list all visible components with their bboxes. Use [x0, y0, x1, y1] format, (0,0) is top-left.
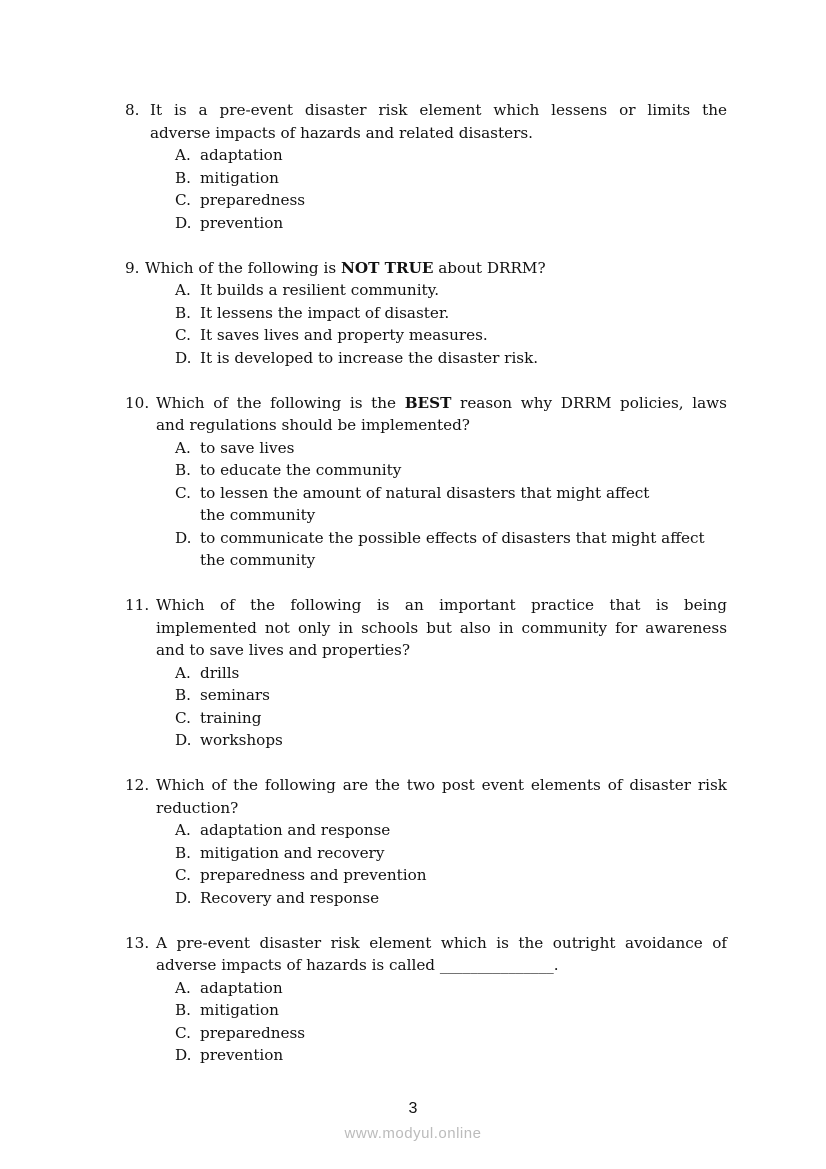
answer-option: [0, 887, 826, 910]
option-text: to educate the community: [200, 461, 402, 479]
option-letter: D.: [175, 888, 192, 907]
option-text: mitigation: [200, 168, 279, 187]
option-letter: A.: [175, 438, 191, 457]
question-text: [150, 122, 533, 145]
answer-option: [0, 279, 826, 302]
text-segment: Which of the following are the two post event elements of disaster risk: [156, 776, 727, 794]
question-number: 10.: [125, 393, 150, 412]
option-text: seminars: [200, 686, 270, 704]
text-segment: adverse impacts of hazards is called _______________.: [156, 956, 559, 974]
option-letter: D.: [175, 348, 192, 367]
answer-option: [0, 684, 826, 707]
answer-option: [0, 662, 826, 685]
page-number: 3: [408, 1100, 418, 1117]
question-item: [0, 257, 826, 370]
watermark: www.modyul.online: [344, 1125, 482, 1142]
option-text: drills: [200, 663, 240, 682]
option-letter: C.: [175, 1023, 191, 1042]
option-text: adaptation: [200, 146, 283, 164]
option-text: to lessen the amount of natural disasters that might affect: [200, 483, 650, 502]
question-list: [0, 99, 826, 1089]
answer-option: [0, 819, 826, 842]
text-segment: Which of the following is the: [156, 393, 405, 412]
question-line: [0, 257, 826, 280]
option-text: preparedness and prevention: [200, 866, 427, 884]
question-number: 12.: [125, 776, 150, 794]
option-letter: B.: [175, 843, 191, 862]
answer-option: [0, 549, 826, 572]
emphasis-text: NOT TRUE: [340, 258, 434, 277]
option-text: It lessens the impact of disaster.: [200, 303, 450, 322]
option-text: It is developed to increase the disaster risk.: [200, 348, 539, 367]
answer-option: [0, 144, 826, 167]
option-letter: B.: [175, 1001, 191, 1019]
option-text: prevention: [200, 213, 284, 232]
option-text: adaptation and response: [200, 821, 391, 839]
question-text: [156, 932, 727, 955]
question-text: [156, 639, 410, 662]
option-letter: D.: [175, 1046, 192, 1064]
question-text: [156, 617, 727, 640]
option-text: workshops: [200, 731, 283, 749]
answer-option: [0, 842, 826, 865]
option-letter: B.: [175, 303, 191, 322]
answer-option: [0, 1044, 826, 1067]
question-number: 9.: [125, 258, 140, 277]
answer-option: [0, 482, 826, 505]
option-text: Recovery and response: [200, 888, 380, 907]
question-text: [156, 774, 727, 797]
option-text: training: [200, 708, 262, 727]
option-letter: A.: [175, 281, 191, 299]
question-line: [0, 617, 826, 640]
option-letter: A.: [175, 821, 191, 839]
question-line: [0, 954, 826, 977]
question-item: [0, 774, 826, 909]
option-letter: A.: [175, 663, 191, 682]
option-letter: C.: [175, 708, 191, 727]
option-text: It builds a resilient community.: [200, 281, 440, 299]
option-letter: D.: [175, 731, 192, 749]
option-letter: D.: [175, 213, 192, 232]
option-letter: C.: [175, 866, 191, 884]
question-text: [156, 414, 470, 437]
question-text: [145, 257, 546, 280]
text-segment: A pre-event disaster risk element which is the outright avoidance of: [156, 933, 727, 952]
answer-option: [0, 212, 826, 235]
option-text: preparedness: [200, 1023, 306, 1042]
text-segment: reduction?: [156, 798, 239, 817]
question-item: [0, 932, 826, 1067]
option-letter: A.: [175, 146, 191, 164]
text-segment: and to save lives and properties?: [156, 641, 410, 659]
option-text: the community: [200, 506, 316, 524]
answer-option: [0, 707, 826, 730]
question-line: [0, 414, 826, 437]
answer-option: [0, 324, 826, 347]
option-letter: C.: [175, 191, 191, 209]
question-item: [0, 594, 826, 752]
option-text: mitigation: [200, 1001, 279, 1019]
option-letter: B.: [175, 686, 191, 704]
answer-option: [0, 1022, 826, 1045]
question-item: [0, 392, 826, 572]
answer-option: [0, 504, 826, 527]
option-text: It saves lives and property measures.: [200, 326, 488, 344]
question-text: [156, 594, 727, 617]
question-line: [0, 122, 826, 145]
answer-option: [0, 189, 826, 212]
text-segment: implemented not only in schools but also in community for awareness: [156, 618, 727, 637]
option-text: prevention: [200, 1046, 284, 1064]
text-segment: about DRRM?: [433, 258, 546, 277]
text-segment: adverse impacts of hazards and related disasters.: [150, 123, 533, 142]
text-segment: reason why DRRM policies, laws: [451, 393, 727, 412]
text-segment: Which of the following is: [145, 258, 341, 277]
question-line: [0, 639, 826, 662]
question-number: 11.: [125, 596, 150, 614]
question-line: [0, 594, 826, 617]
option-text: adaptation: [200, 978, 283, 997]
answer-option: [0, 864, 826, 887]
answer-option: [0, 437, 826, 460]
question-line: [0, 99, 826, 122]
emphasis-text: BEST: [404, 393, 452, 412]
question-line: [0, 797, 826, 820]
option-text: the community: [200, 551, 316, 569]
answer-option: [0, 999, 826, 1022]
option-letter: C.: [175, 483, 191, 502]
answer-option: [0, 302, 826, 325]
question-line: [0, 392, 826, 415]
answer-option: [0, 167, 826, 190]
option-text: preparedness: [200, 191, 306, 209]
text-segment: and regulations should be implemented?: [156, 416, 470, 434]
question-text: [156, 954, 559, 977]
option-letter: B.: [175, 461, 191, 479]
answer-option: [0, 527, 826, 550]
answer-option: [0, 347, 826, 370]
option-letter: C.: [175, 326, 191, 344]
option-letter: A.: [175, 978, 191, 997]
question-line: [0, 932, 826, 955]
option-text: to communicate the possible effects of disasters that might affect: [200, 528, 705, 547]
option-letter: D.: [175, 528, 192, 547]
answer-option: [0, 977, 826, 1000]
question-text: [156, 797, 238, 820]
text-segment: It is a pre-event disaster risk element which lessens or limits the: [150, 101, 727, 119]
question-number: 8.: [125, 101, 140, 119]
option-letter: B.: [175, 168, 191, 187]
question-item: [0, 99, 826, 234]
question-text: [156, 392, 727, 415]
text-segment: Which of the following is an important practice that is being: [156, 596, 727, 614]
answer-option: [0, 459, 826, 482]
answer-option: [0, 729, 826, 752]
option-text: mitigation and recovery: [200, 843, 385, 862]
question-number: 13.: [125, 933, 150, 952]
question-line: [0, 774, 826, 797]
question-text: [150, 99, 727, 122]
option-text: to save lives: [200, 438, 295, 457]
